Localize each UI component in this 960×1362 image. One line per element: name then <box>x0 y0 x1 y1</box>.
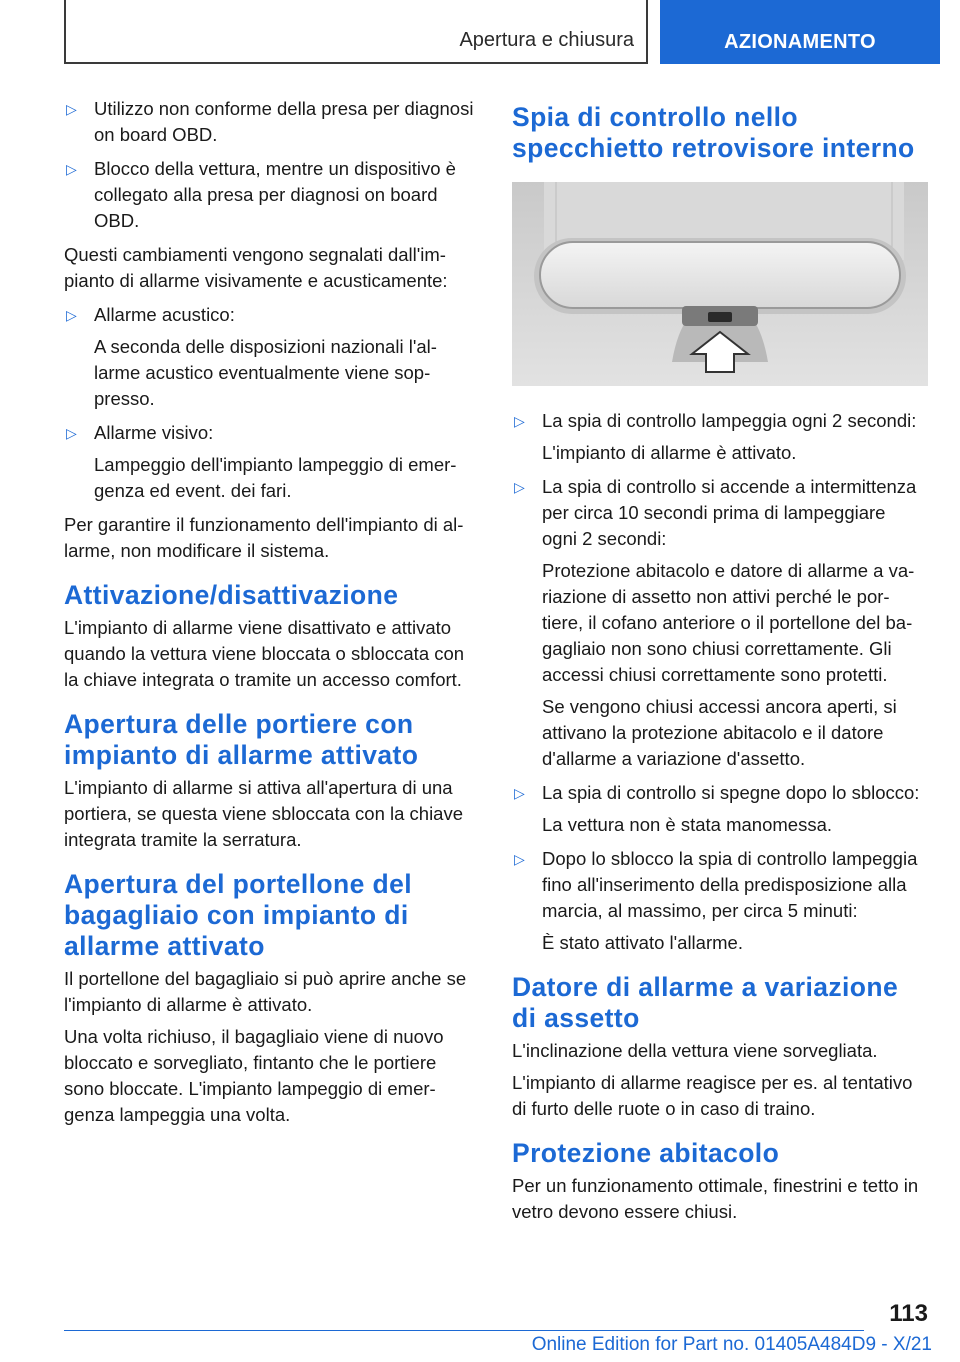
page-number: 113 <box>889 1300 928 1327</box>
heading-doors: Apertura delle portiere con impianto di allarme attivato <box>64 709 419 770</box>
bullet-text: Blocco della vettura, mentre un dispositivo è collegato alla presa per diagnosi on board OBD. <box>94 158 456 231</box>
bullet-triangle-icon: ▷ <box>514 479 525 495</box>
bullet-text: La spia di controllo si spegne dopo lo sblocco: <box>542 782 920 803</box>
heading-tailgate: Apertura del portellone del bagagliaio con impianto di allarme attivato <box>64 869 412 961</box>
bullet-text: Dopo lo sblocco la spia di controllo lampeggia fino all'inserimento della predisposizione alla marcia, al massimo, per circa 5 minuti: <box>542 848 918 921</box>
paragraph: Questi cambiamenti vengono segnalati dall'impianto di allarme visivamente e acusticamente: <box>64 244 448 291</box>
heading-activation: Attivazione/disattivazione <box>64 580 399 610</box>
bullet-triangle-icon: ▷ <box>514 413 525 429</box>
bullet-text: È stato attivato l'allarme. <box>542 932 743 953</box>
list-item <box>64 302 476 412</box>
footer-divider <box>64 1330 864 1331</box>
bullet-text: La spia di controllo lampeggia ogni 2 secondi: <box>542 410 917 431</box>
bullet-text: La spia di controllo si accende a intermittenza per circa 10 secondi prima di lampeggiare ogni 2 secondi: <box>542 476 917 549</box>
chapter-tab <box>660 0 940 64</box>
paragraph: Una volta richiuso, il bagagliaio viene di nuovo bloccato e sorvegliato, fintanto che le portiere sono bloccate. L'impianto lampeggio di emergenza lampeggia una volta. <box>64 1026 444 1125</box>
left-column <box>64 96 476 1134</box>
heading-indicator: Spia di controllo nello specchietto retrovisore interno <box>512 102 915 163</box>
footer-edition: Online Edition for Part no. 01405A484D9 - X/21 <box>531 1334 932 1355</box>
paragraph: L'impianto di allarme viene disattivato e attivato quando la vettura viene bloccata o sbloccata con la chiave integrata o tramite un accesso comfort. <box>64 617 465 690</box>
section-title: Apertura e chiusura <box>459 29 634 51</box>
bullet-triangle-icon: ▷ <box>66 101 77 117</box>
bullet-text: La vettura non è stata manomessa. <box>542 814 833 835</box>
paragraph: Per un funzionamento ottimale, finestrini e tetto in vetro devono essere chiusi. <box>512 1175 919 1222</box>
bullet-triangle-icon: ▷ <box>514 851 525 867</box>
list-item <box>512 408 924 466</box>
heading-tilt: Datore di allarme a variazione di assetto <box>512 972 899 1033</box>
bullet-title: Allarme acustico: <box>94 304 235 325</box>
bullet-triangle-icon: ▷ <box>66 307 77 323</box>
header-box <box>64 0 648 64</box>
right-column <box>512 96 924 1231</box>
bullet-text: L'impianto di allarme è attivato. <box>542 442 797 463</box>
paragraph: Il portellone del bagagliaio si può aprire anche se l'impianto di allarme è attivato. <box>64 968 467 1015</box>
paragraph: L'impianto di allarme si attiva all'apertura di una portiera, se questa viene sbloccata con la chiave integrata tramite la serratura. <box>64 777 464 850</box>
bullet-text: A seconda delle disposizioni nazionali l'allarme acustico eventualmente viene soppresso. <box>94 336 437 409</box>
list-item <box>512 780 924 838</box>
bullet-title: Allarme visivo: <box>94 422 214 443</box>
bullet-text: Utilizzo non conforme della presa per diagnosi on board OBD. <box>94 98 474 145</box>
bullet-triangle-icon: ▷ <box>66 425 77 441</box>
bullet-triangle-icon: ▷ <box>66 161 77 177</box>
list-item <box>512 474 924 772</box>
list-item <box>64 420 476 504</box>
bullet-text: Protezione abitacolo e datore di allarme a variazione di assetto non attivi perché le portiere, il cofano anteriore o il portellone del bagagliaio non sono chiusi correttamente. Gli accessi chiusi correttamente sono protetti. <box>542 560 915 685</box>
list-item <box>64 96 476 148</box>
bullet-text: Lampeggio dell'impianto lampeggio di emergenza ed event. dei fari. <box>94 454 457 501</box>
bullet-triangle-icon: ▷ <box>514 785 525 801</box>
paragraph: L'impianto di allarme reagisce per es. al tentativo di furto delle ruote o in caso di traino. <box>512 1072 913 1119</box>
list-item <box>64 156 476 234</box>
mirror-illustration <box>512 182 928 386</box>
heading-interior: Protezione abitacolo <box>512 1138 780 1168</box>
paragraph: L'inclinazione della vettura viene sorvegliata. <box>512 1040 878 1061</box>
list-item <box>512 846 924 956</box>
paragraph: Per garantire il funzionamento dell'impianto di allarme, non modificare il sistema. <box>64 514 464 561</box>
chapter-label: AZIONAMENTO <box>724 31 876 53</box>
bullet-text: Se vengono chiusi accessi ancora aperti, si attivano la protezione abitacolo e il datore d'allarme a variazione d'assetto. <box>542 696 897 769</box>
